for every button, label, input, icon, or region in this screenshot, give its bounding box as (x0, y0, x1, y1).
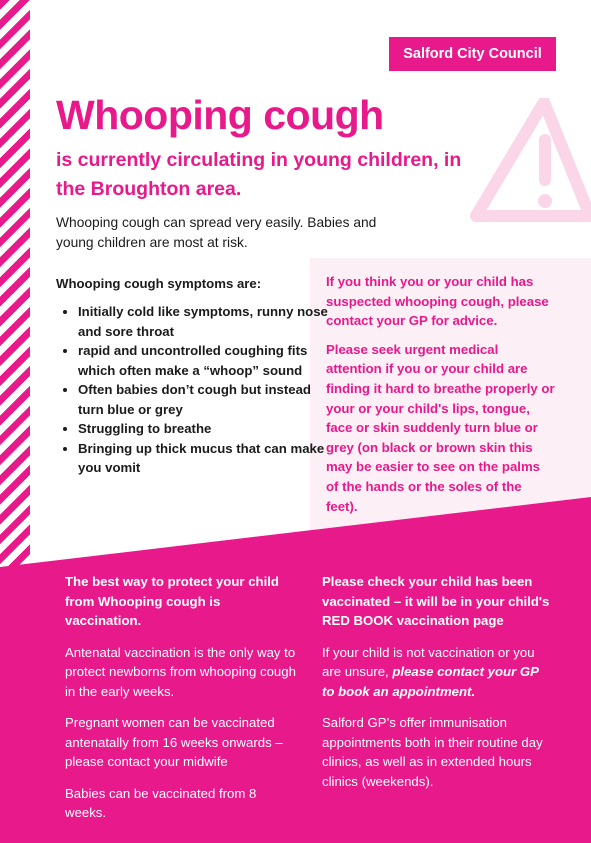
unsure-text (322, 643, 552, 702)
council-badge: Salford City Council (389, 37, 556, 71)
antenatal-text: Antenatal vaccination is the only way to protect newborns from whooping cough in the early weeks. (65, 644, 296, 699)
list-item: • Struggling to breathe (78, 419, 330, 439)
pregnant-women-text: Pregnant women can be vaccinated antenatally from 16 weeks onwards – please contact your midwife (65, 715, 283, 769)
unsure-text-start: If your child is not vaccination or you are unsure, (322, 644, 535, 679)
babies-text: Babies can be vaccinated from 8 weeks. (65, 785, 257, 820)
vaccination-lead: The best way to protect your child from Whooping cough is vaccination. (65, 574, 279, 628)
list-item: • Often babies don’t cough but instead turn blue or grey (78, 380, 330, 419)
red-book-lead: Please check your child has been vaccinated – it will be in your child's RED BOOK vaccination page (322, 574, 550, 628)
advice-contact-gp: If you think you or your child has suspected whooping cough, please contact your GP for advice. (326, 274, 549, 329)
list-item: • rapid and uncontrolled coughing fits which often make a “whoop” sound (78, 341, 330, 380)
intro-text: Whooping cough can spread very easily. Babies and young children are most at risk. (56, 215, 377, 250)
vaccination-info (65, 572, 300, 835)
list-item: • Bringing up thick mucus that can make you vomit (78, 439, 330, 478)
gp-immunisation-text: Salford GP’s offer immunisation appointments both in their routine day clinics, as well as in extended hours clinics (weekends). (322, 715, 543, 789)
symptoms-heading: Whooping cough symptoms are: (56, 276, 262, 291)
list-item: • Initially cold like symptoms, runny nose and sore throat (78, 302, 330, 341)
advice-urgent: Please seek urgent medical attention if you or your child are finding it hard to breathe properly or your or your child's lips, tongue, face or skin suddenly turn blue or grey (on black or brown skin this may be easier to see on the palms of the hands or the soles of the feet). (326, 341, 555, 514)
book-appointment-text: please contact your GP to book an appointment. (322, 664, 539, 699)
page-title: Whooping cough (56, 92, 384, 138)
page-subtitle: is currently circulating in young children, in the Broughton area. (56, 149, 462, 200)
check-vaccination-info (322, 572, 552, 803)
